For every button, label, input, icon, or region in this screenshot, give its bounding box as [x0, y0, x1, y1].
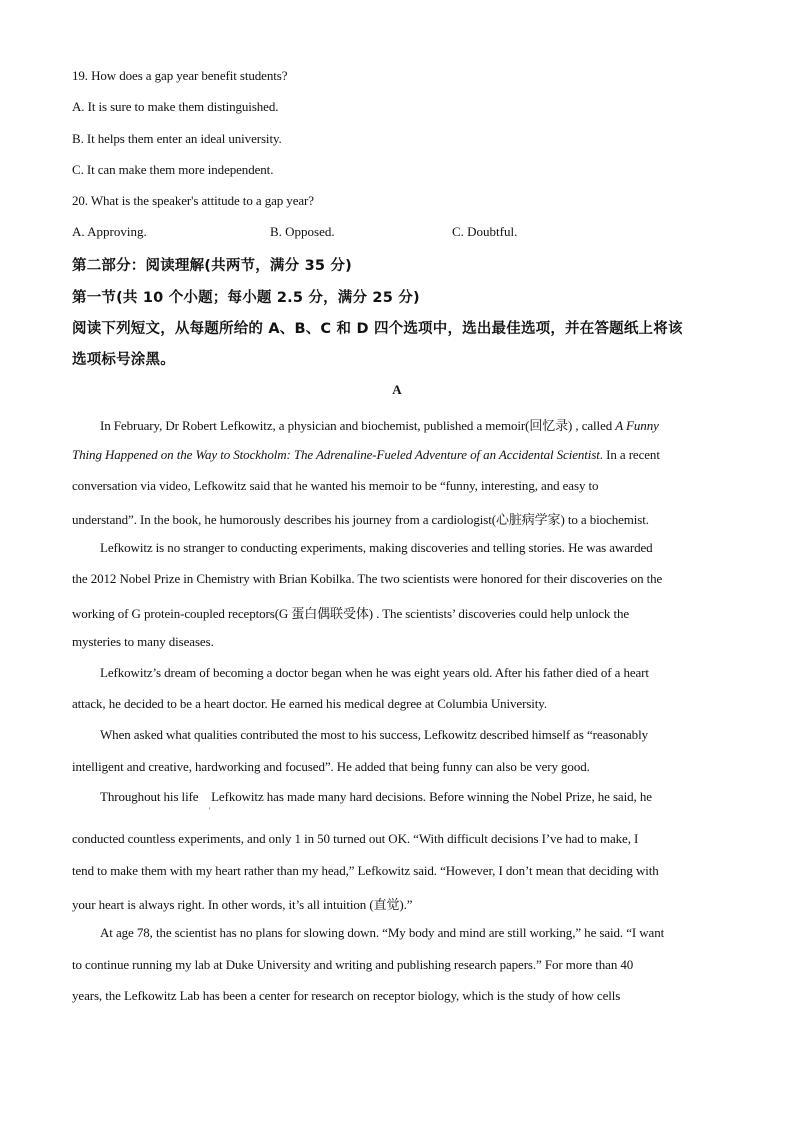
passage-p5-text: Throughout his life: [100, 789, 199, 804]
passage-p6-line-1: At age 78, the scientist has no plans for slowing down. “My body and mind are still working,” he said. “I want: [100, 925, 665, 940]
passage-p1-text: In February, Dr Robert Lefkowitz, a physician and biochemist, published a memoir(回忆录) , called: [100, 418, 616, 433]
passage-p2-line-1: Lefkowitz is no stranger to conducting experiments, making discoveries and telling stories. He was awarded: [100, 540, 653, 555]
passage-p2-line-4: mysteries to many diseases.: [72, 634, 214, 649]
passage-p1-text: . In a recent: [599, 447, 660, 462]
passage-p6-line-3: years, the Lefkowitz Lab has been a center for research on receptor biology, which is the study of how cells: [72, 988, 621, 1003]
question-20-option-a: A. Approving.: [72, 224, 147, 239]
question-20-option-b: B. Opposed.: [270, 224, 335, 239]
passage-p5-line-3: tend to make them with my heart rather than my head,” Lefkowitz said. “However, I don’t mean that deciding with: [72, 863, 659, 878]
passage-p1-line-2: [72, 447, 660, 463]
passage-p5-line-1: [100, 789, 652, 805]
question-20-option-c: C. Doubtful.: [452, 224, 518, 239]
passage-p6-line-2: to continue running my lab at Duke University and writing and publishing research papers.” For more than 40: [72, 957, 634, 972]
section-sub1-heading: 第一节(共 10 个小题；每小题 2.5 分，满分 25 分): [72, 290, 420, 306]
passage-p5-line-2: conducted countless experiments, and only 1 in 50 turned out OK. “With difficult decisions I’ve had to make, I: [72, 831, 639, 846]
passage-p4-line-1: When asked what qualities contributed the most to his success, Lefkowitz described himself as “reasonably: [100, 727, 648, 742]
question-19-option-c: C. It can make them more independent.: [72, 162, 274, 177]
instructions-line-1: 阅读下列短文，从每题所给的 A、B、C 和 D 四个选项中，选出最佳选项，并在答题纸上将该: [72, 321, 683, 337]
passage-p4-line-2: intelligent and creative, hardworking and focused”. He added that being funny can also be very good.: [72, 759, 590, 774]
passage-p3-line-2: attack, he decided to be a heart doctor. He earned his medical degree at Columbia University.: [72, 696, 548, 711]
passage-p1-line-4: understand”. In the book, he humorously describes his journey from a cardiologist(心脏病学家) to a biochemist.: [72, 512, 649, 527]
question-19-option-b: B. It helps them enter an ideal university.: [72, 131, 282, 146]
book-title-part-2: Thing Happened on the Way to Stockholm: The Adrenaline-Fueled Adventure of an Accidental Scientist: [72, 447, 600, 462]
instructions-line-2: 选项标号涂黑。: [72, 352, 175, 368]
question-20-stem: 20. What is the speaker's attitude to a gap year?: [72, 193, 314, 208]
passage-p2-line-3: working of G protein-coupled receptors(G 蛋白偶联受体) . The scientists’ discoveries could help unlock the: [72, 606, 630, 621]
passage-p1-line-3: conversation via video, Lefkowitz said that he wanted his memoir to be “funny, interesting, and easy to: [72, 478, 599, 493]
section-part2-heading: 第二部分：阅读理解(共两节，满分 35 分): [72, 258, 352, 274]
question-19-option-a: A. It is sure to make them distinguished.: [72, 99, 279, 114]
passage-label: A: [392, 382, 402, 397]
passage-p5-line-4: your heart is always right. In other words, it’s all intuition (直觉).”: [72, 897, 413, 912]
passage-p5-text: Lefkowitz has made many hard decisions. Before winning the Nobel Prize, he said, he: [211, 789, 652, 804]
passage-p1-line-1: [100, 415, 659, 434]
question-19-stem: 19. How does a gap year benefit students?: [72, 68, 288, 83]
book-title-part-1: A Funny: [615, 418, 659, 433]
passage-p2-line-2: the 2012 Nobel Prize in Chemistry with Brian Kobilka. The two scientists were honored for their discoveries on the: [72, 571, 663, 586]
stray-comma-mark: ': [209, 806, 211, 815]
passage-p3-line-1: Lefkowitz’s dream of becoming a doctor began when he was eight years old. After his father died of a heart: [100, 665, 649, 680]
